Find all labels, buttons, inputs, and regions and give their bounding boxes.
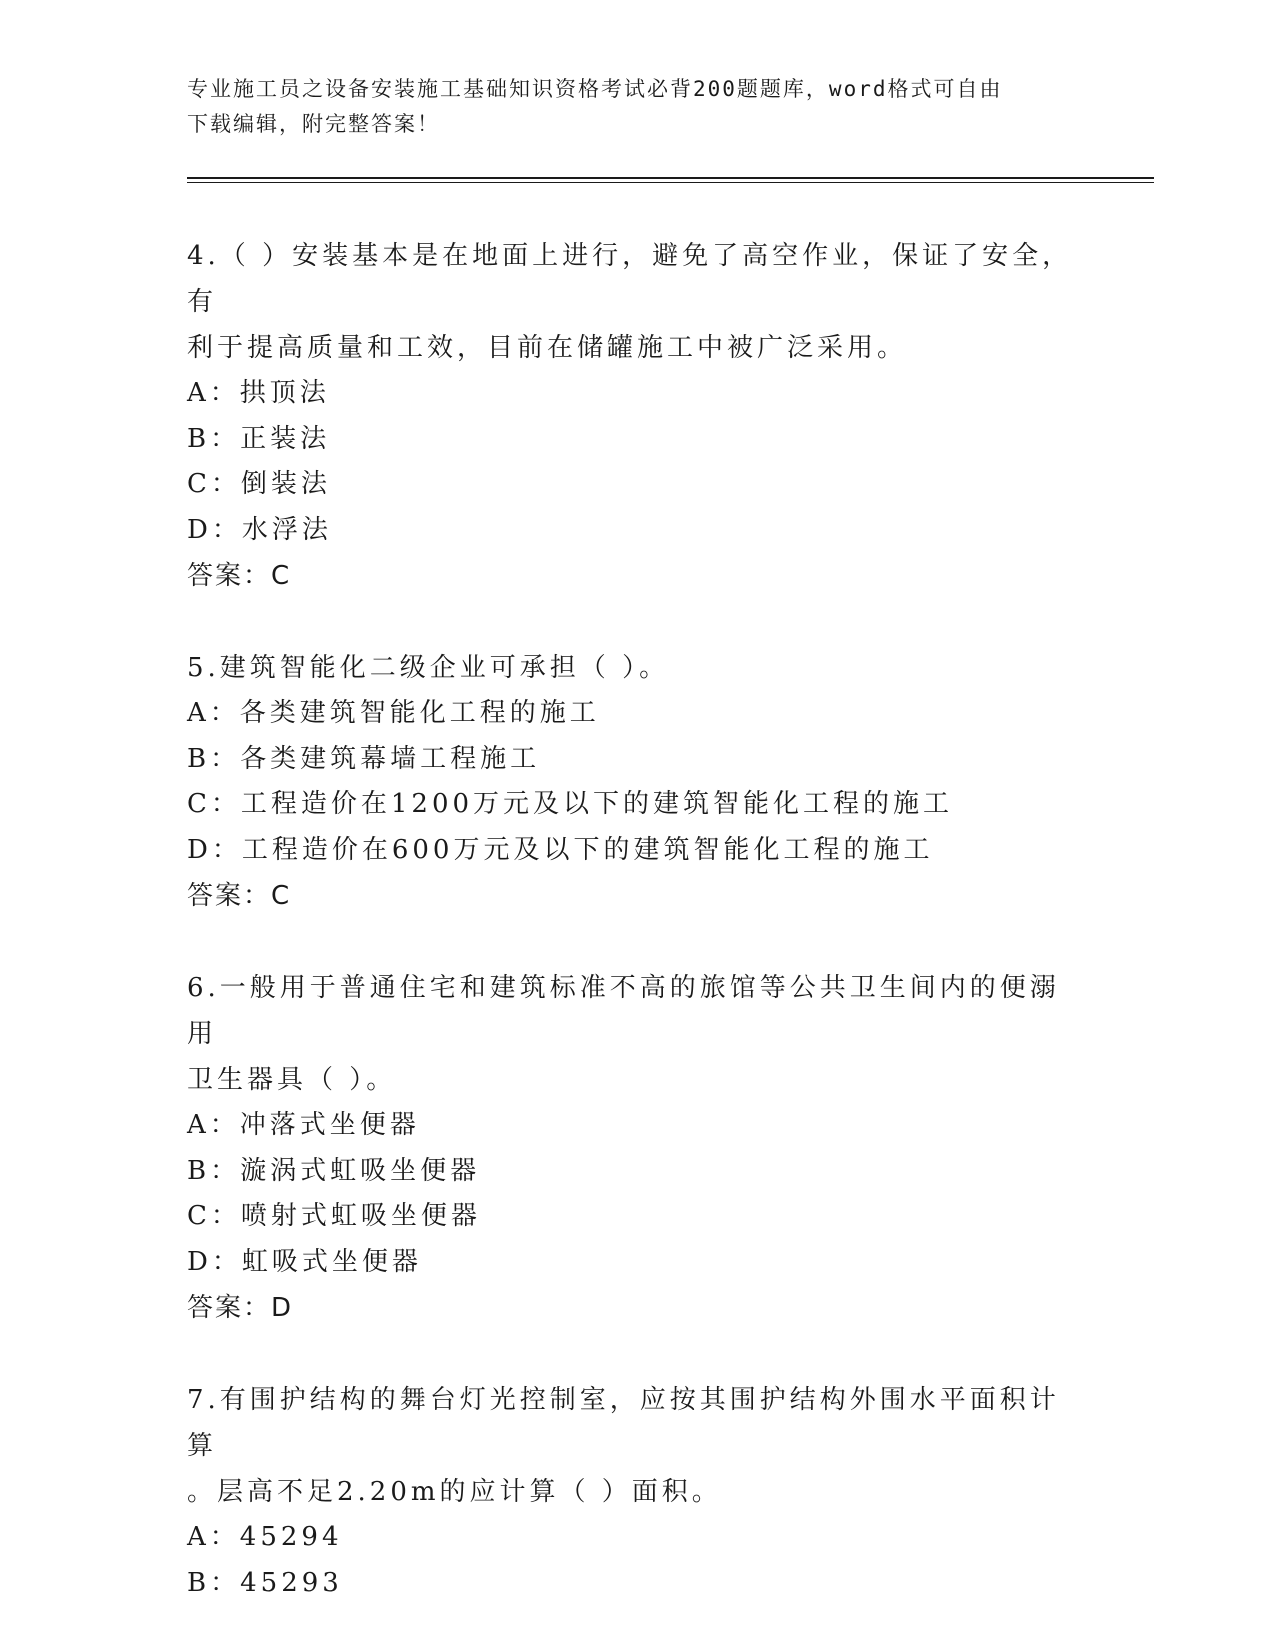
option-b: B：各类建筑幕墙工程施工 [187,743,541,774]
answer-label: 答案：C [187,881,292,911]
question-6 [187,965,1087,1331]
question-list [187,233,1087,1652]
answer-label: 答案：D [187,1293,294,1323]
option-c: C：倒装法 [187,469,331,499]
option-d: D：水浮法 [187,514,332,545]
document-header [187,72,1067,142]
option-b: B：45293 [187,1567,343,1598]
answer-label: 答案：C [187,561,292,591]
option-d: D：工程造价在600万元及以下的建筑智能化工程的施工 [187,834,934,865]
question-stem-line: 。层高不足2.20m的应计算（ ）面积。 [187,1477,722,1507]
option-b: B：漩涡式虹吸坐便器 [187,1155,481,1186]
header-line-1: 专业施工员之设备安装施工基础知识资格考试必背200题题库，word格式可自由 [187,77,1003,101]
question-stem-line: 4.（ ）安装基本是在地面上进行，避免了高空作业，保证了安全，有 [187,241,1073,317]
question-stem-line: 利于提高质量和工效，目前在储罐施工中被广泛采用。 [187,333,908,363]
header-line-2: 下载编辑，附完整答案！ [187,112,440,136]
question-stem-line: 7.有围护结构的舞台灯光控制室，应按其围护结构外围水平面积计算 [187,1385,1060,1461]
option-b: B：正装法 [187,423,331,454]
header-divider-thin [187,182,1154,183]
option-a: A：45294 [187,1522,343,1552]
question-stem-line: 5.建筑智能化二级企业可承担（ ）。 [187,653,670,683]
option-a: A：冲落式坐便器 [187,1110,420,1140]
question-4 [187,233,1087,599]
question-7 [187,1377,1087,1606]
option-a: A：拱顶法 [187,378,330,408]
option-c: C：工程造价在1200万元及以下的建筑智能化工程的施工 [187,789,954,819]
option-a: A：各类建筑智能化工程的施工 [187,698,600,728]
option-c: C：喷射式虹吸坐便器 [187,1201,481,1231]
option-d: D：虹吸式坐便器 [187,1246,422,1277]
question-stem-line: 6.一般用于普通住宅和建筑标准不高的旅馆等公共卫生间内的便溺用 [187,973,1060,1049]
header-divider-thick [187,177,1154,179]
question-stem-line: 卫生器具（ ）。 [187,1065,397,1095]
question-5 [187,645,1087,919]
